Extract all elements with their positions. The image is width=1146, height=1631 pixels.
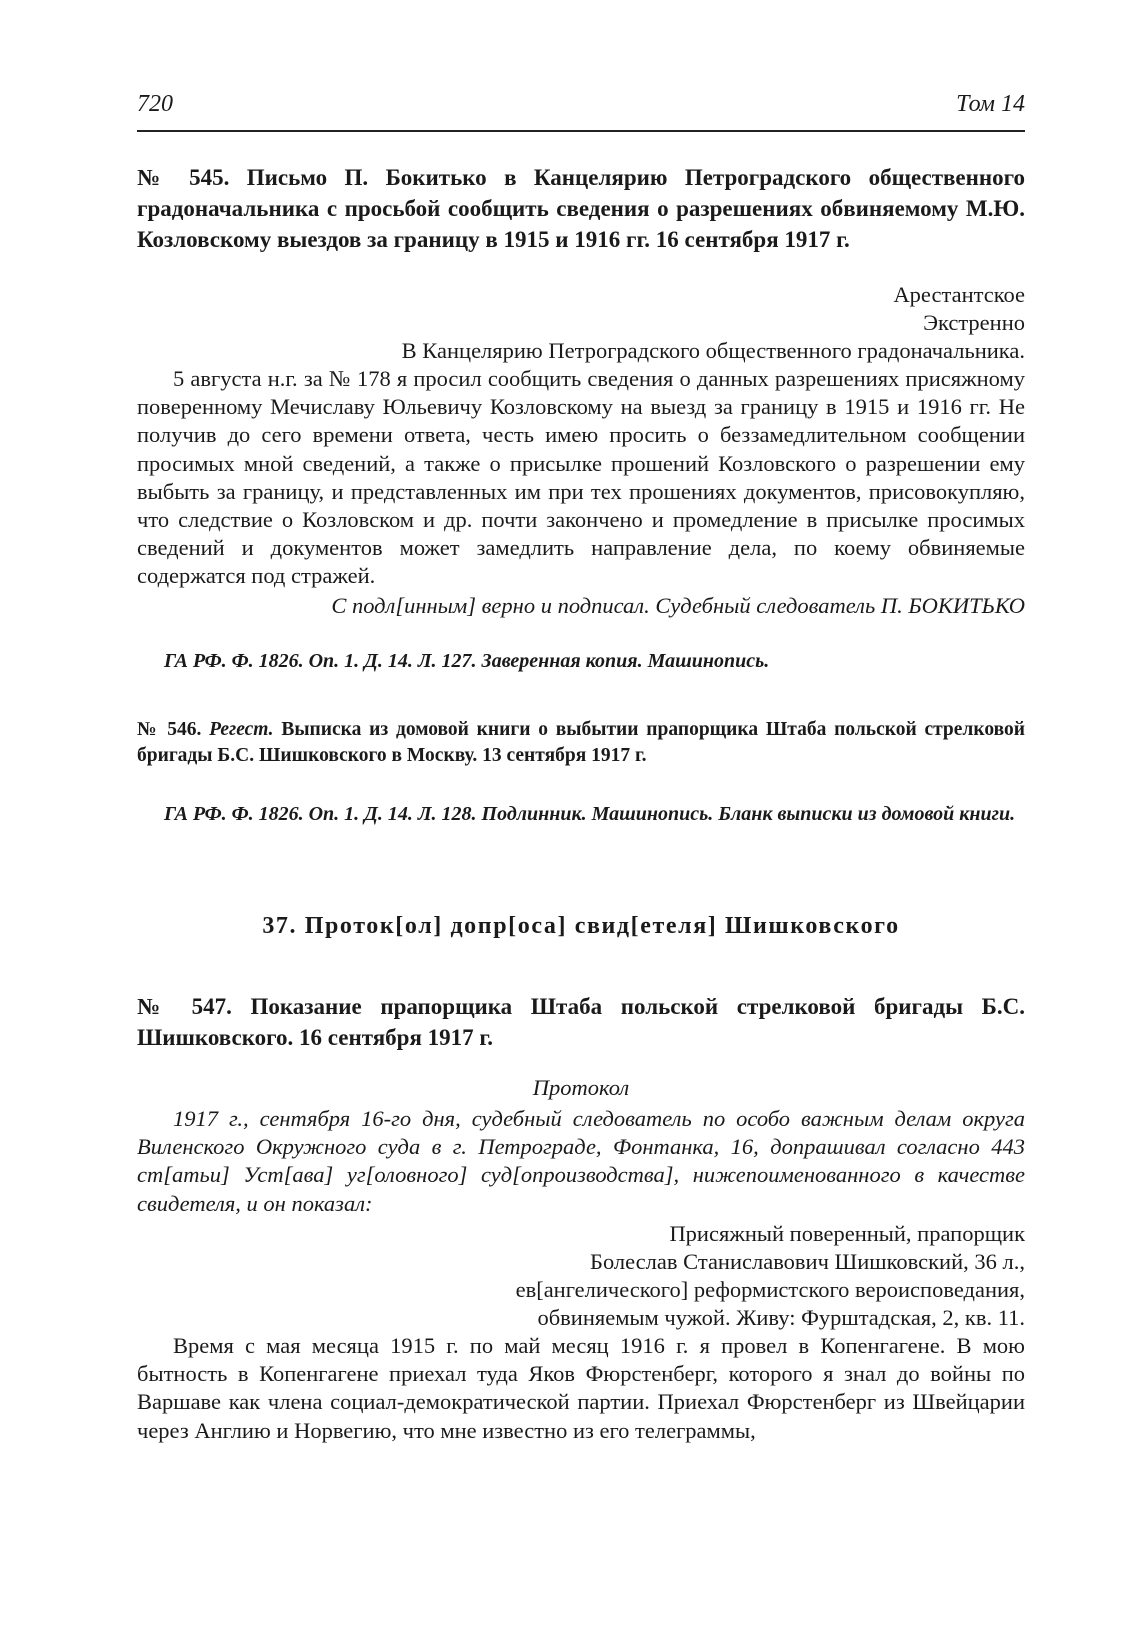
chapter-heading: 37. Проток[ол] допр[оса] свид[етеля] Шишковского	[262, 913, 900, 939]
page-number: 720	[137, 91, 173, 117]
doc545-body: 5 августа н.г. за № 178 я просил сообщить сведения о данных разрешениях присяжному поверенному Мечиславу Юльевичу Козловскому на выезд за границу в 1915 и 1916 гг. Не получив до сего времени ответа, честь имею просить о беззамедлительном сообщении просимых мной сведений, а также о присылке прошений Козловского о разрешении ему выбыть за границу, и представленных им при тех прошениях документов, присовокупляю, что следствие о Козловском и др. почти закончено и промедление в присылке просимых сведений и документов может замедлить направление дела, по коему обвиняемые содержатся под стражей.	[137, 366, 1025, 589]
doc545-addressee: В Канцелярию Петроградского общественного градоначальника.	[401, 338, 1025, 363]
doc546-title-block	[137, 717, 1025, 769]
doc547-witness-line-2: Болеслав Станиславович Шишковский, 36 л.,	[590, 1249, 1025, 1274]
doc547-title: № 547. Показание прапорщика Штаба польской стрелковой бригады Б.С. Шишковского. 16 сентября 1917 г.	[137, 994, 1025, 1050]
doc546-title: Выписка из домовой книги о выбытии прапорщика Штаба польской стрелковой бригады Б.С. Шишковского в Москву. 13 сентября 1917 г.	[137, 719, 1025, 766]
doc546-source: ГА РФ. Ф. 1826. Оп. 1. Д. 14. Л. 128. Подлинник. Машинопись. Бланк выписки из домовой книги.	[164, 803, 1016, 825]
doc545-source: ГА РФ. Ф. 1826. Оп. 1. Д. 14. Л. 127. Заверенная копия. Машинопись.	[164, 650, 770, 672]
doc547-witness-line-4: обвиняемым чужой. Живу: Фурштадская, 2, кв. 11.	[537, 1305, 1025, 1330]
header-rule	[137, 130, 1025, 132]
doc547-witness-line-1: Присяжный поверенный, прапорщик	[669, 1221, 1025, 1246]
doc546-number: № 546.	[137, 719, 202, 740]
doc547-intro: 1917 г., сентября 16-го дня, судебный следователь по особо важным делам округа Виленского Окружного суда в г. Петрограде, Фонтанка, 16, допрашивал согласно 443 ст[атьи] Уст[ава] уг[оловного] суд[опроизводства], нижепоименованного в качестве свидетеля, и он показал:	[137, 1106, 1025, 1216]
doc545-signature: С подл[инным] верно и подписал. Судебный следователь П. БОКИТЬКО	[331, 593, 1025, 618]
doc547-testimony: Время с мая месяца 1915 г. по май месяц 1916 г. я провел в Копенгагене. В мою бытность в Копенгагене приехал туда Яков Фюрстенберг, которого я знал до войны по Варшаве как члена социал-демократической партии. Приехал Фюрстенберг из Швейцарии через Англию и Норвегию, что мне известно из его телеграммы,	[137, 1333, 1025, 1443]
doc546-regest-label: Регест.	[209, 719, 274, 740]
doc547-witness-line-3: ев[ангелического] реформистского вероисповедания,	[515, 1277, 1025, 1302]
doc545-mark-arrest: Арестантское	[893, 282, 1025, 307]
doc547-heading: Протокол	[532, 1075, 630, 1100]
volume-label: Том 14	[956, 91, 1025, 117]
doc545-title: № 545. Письмо П. Бокитько в Канцелярию Петроградского общественного градоначальника с просьбой сообщить сведения о разрешениях обвиняемому М.Ю. Козловскому выездов за границу в 1915 и 1916 гг. 16 сентября 1917 г.	[137, 165, 1025, 252]
doc545-mark-urgent: Экстренно	[923, 310, 1025, 335]
